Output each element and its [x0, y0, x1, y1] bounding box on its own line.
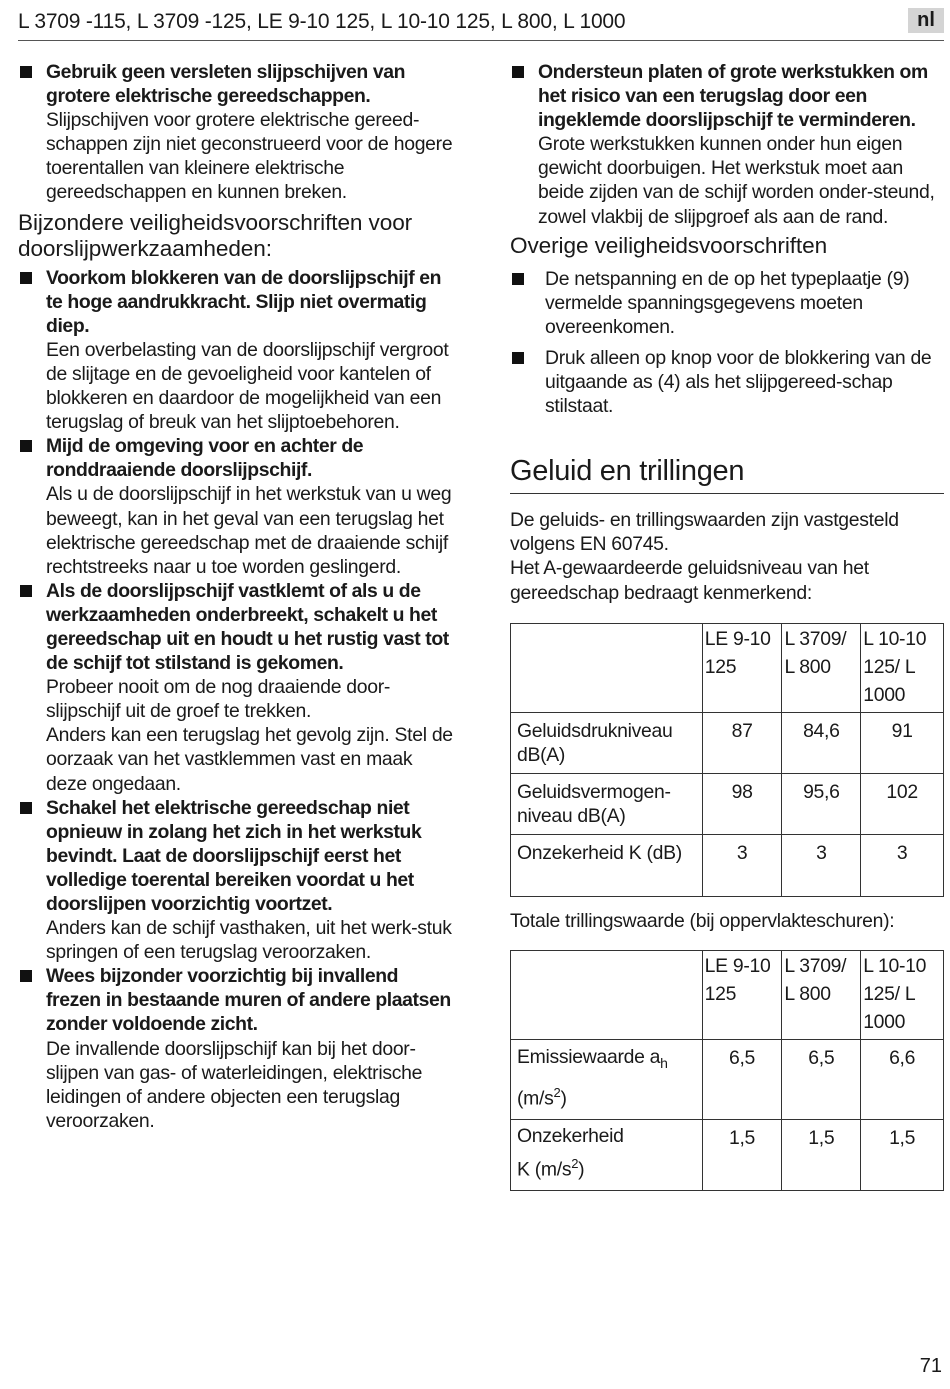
bullet-square-icon — [20, 970, 32, 982]
section-title-noise: Geluid en trillingen — [510, 453, 944, 494]
bullet-square-icon — [20, 802, 32, 814]
right-column — [510, 60, 944, 1191]
cell-value: 84,6 — [782, 712, 861, 773]
cell-value: 6,5 — [782, 1039, 861, 1119]
left-column — [18, 60, 456, 1133]
section-heading-cutting: Bijzondere veiligheidsvoorschriften voor doorslijpwerkzaamheden: — [18, 209, 413, 261]
item-bold: Wees bijzonder voorzichtig bij invallend frezen in bestaande muren of andere plaatsen zonder voldoende zicht. — [46, 965, 451, 1036]
item-bold: Als de doorslijpschijf vastklemt of als u de werkzaamheden onderbreekt, schakelt u het gereedschap uit en houdt u het rustig vast tot de schijf tot stilstand is gekomen. — [46, 579, 449, 675]
bullet-square-icon — [512, 66, 524, 78]
cell-value: 1,5 — [702, 1120, 782, 1190]
row-label: Onzekerheid K (dB) — [511, 834, 703, 896]
table-row — [511, 1039, 944, 1119]
item-bold: Gebruik geen versleten slijpschijven van grotere elektrische gereedschappen. — [46, 61, 406, 108]
cell-value: 91 — [861, 712, 944, 773]
bullet-square-icon — [20, 585, 32, 597]
cell-value: 3 — [702, 834, 782, 896]
cell-value: 6,5 — [702, 1039, 782, 1119]
table-row — [511, 1120, 944, 1190]
safety-item-voltage — [510, 267, 944, 339]
cell-value: 95,6 — [782, 773, 861, 834]
table-header-row — [511, 623, 944, 712]
column-header: L 10-10 125/ L 1000 — [861, 623, 944, 712]
safety-item-spindle-lock — [510, 346, 944, 418]
item-bold: Mijd de omgeving voor en achter de ronddraaiende doorslijpschijf. — [46, 435, 364, 482]
row-label: Geluidsvermogen-niveau dB(A) — [511, 773, 703, 834]
row-label: Emissiewaarde $a_h$ $(m/s^2)$ — [511, 1039, 703, 1119]
section-heading-other: Overige veiligheidsvoorschriften — [510, 232, 828, 258]
item-text: Anders kan de schijf vasthaken, uit het werk-stuk springen of een terugslag veroorzaken. — [46, 917, 452, 964]
column-header: L 3709/ L 800 — [782, 623, 861, 712]
table-row — [511, 773, 944, 834]
item-text: Probeer nooit om de nog draaiende door-slijpschijf uit de groef te trekken. — [46, 676, 391, 723]
column-header: L 10-10 125/ L 1000 — [861, 950, 944, 1039]
table-corner-cell — [511, 623, 703, 712]
column-header: LE 9-10 125 — [702, 623, 782, 712]
column-header: LE 9-10 125 — [702, 950, 782, 1039]
bullet-square-icon — [20, 440, 32, 452]
item-text: Druk alleen op knop voor de blokkering van de uitgaande as (4) als het slijpgereed-schap stilstaat. — [545, 346, 932, 418]
noise-intro-2: Het A-gewaardeerde geluidsniveau van het gereedschap bedraagt kenmerkend: — [510, 557, 869, 604]
bullet-square-icon — [20, 66, 32, 78]
bullet-square-icon — [20, 272, 32, 284]
item-text: De netspanning en de op het typeplaatje (9) vermelde spanningsgegevens moeten overeenkomen. — [545, 267, 910, 338]
bullet-square-icon — [512, 273, 524, 285]
safety-item-support — [510, 60, 944, 229]
safety-item-plunge-cut — [18, 964, 456, 1133]
cell-value: 102 — [861, 773, 944, 834]
row-label: Geluidsdrukniveau dB(A) — [511, 712, 703, 773]
item-text: Als u de doorslijpschijf in het werkstuk van u weg beweegt, kan in het geval van een terugslag het elektrische gereedschap met de draaiende schijf rechtstreeks naar u toe worden geslingerd. — [46, 483, 452, 578]
item-text: De invallende doorslijpschijf kan bij het door-slijpen van gas- of waterleidingen, elektrische leidingen of andere objecten een terugslag veroorzaken. — [46, 1037, 423, 1132]
bullet-square-icon — [512, 352, 524, 364]
item-text: Een overbelasting van de doorslijpschijf vergroot de slijtage en de gevoeligheid voor kantelen of blokkeren en daardoor de mogelijkheid van een terugslag of breuk van het slijptoebehoren. — [46, 338, 449, 434]
language-badge: nl — [908, 8, 944, 33]
vibration-title: Totale trillingswaarde (bij oppervlakteschuren): — [510, 909, 895, 932]
table-header-row — [511, 950, 944, 1039]
cell-value: 1,5 — [861, 1120, 944, 1190]
safety-item-blocking — [18, 266, 456, 435]
item-bold: Voorkom blokkeren van de doorslijpschijf en te hoge aandrukkracht. Slijp niet overmatig diep. — [46, 266, 442, 337]
cell-value: 3 — [861, 834, 944, 896]
item-text: Slijpschijven voor grotere elektrische gereed-schappen zijn niet geconstrueerd voor de hogere toerentallen van kleinere elektrische gereedschappen en kunnen breken. — [46, 109, 453, 204]
cell-value: 1,5 — [782, 1120, 861, 1190]
page-header — [18, 8, 944, 41]
item-text: Anders kan een terugslag het gevolg zijn. Stel de oorzaak van het vastklemmen vast en maak deze ongedaan. — [46, 724, 453, 795]
table-corner-cell — [511, 950, 703, 1039]
noise-intro-1: De geluids- en trillingswaarden zijn vastgesteld volgens EN 60745. — [510, 509, 899, 556]
item-bold: Ondersteun platen of grote werkstukken om het risico van een terugslag door een ingeklemde doorslijpschijf te verminderen. — [538, 61, 928, 132]
page-number: 71 — [919, 1355, 942, 1377]
safety-item-restart — [18, 796, 456, 965]
cell-value: 98 — [702, 773, 782, 834]
row-label: Onzekerheid K $(m/s^2)$ — [511, 1120, 703, 1190]
item-bold: Schakel het elektrische gereedschap niet opnieuw in zolang het zich in het werkstuk bevindt. Laat de doorslijpschijf eerst het volledige toerental bereiken voordat u het doorslijpen voorzichtig voortzet. — [46, 796, 422, 915]
header-title: L 3709 -115, L 3709 -125, LE 9-10 125, L 10-10 125, L 800, L 1000 — [18, 10, 626, 33]
table-row — [511, 834, 944, 896]
vibration-table — [510, 950, 944, 1191]
item-text: Grote werkstukken kunnen onder hun eigen gewicht doorbuigen. Het werkstuk moet aan beide zijden van de schijf worden onder-steund, zowel vlakbij de slijpgroef als aan de rand. — [538, 133, 935, 228]
cell-value: 87 — [702, 712, 782, 773]
safety-item-jamming — [18, 579, 456, 796]
column-header: L 3709/ L 800 — [782, 950, 861, 1039]
cell-value: 6,6 — [861, 1039, 944, 1119]
safety-item-avoid-area — [18, 434, 456, 579]
safety-item-worn-discs — [18, 60, 456, 205]
cell-value: 3 — [782, 834, 861, 896]
noise-table — [510, 623, 944, 897]
table-row — [511, 712, 944, 773]
